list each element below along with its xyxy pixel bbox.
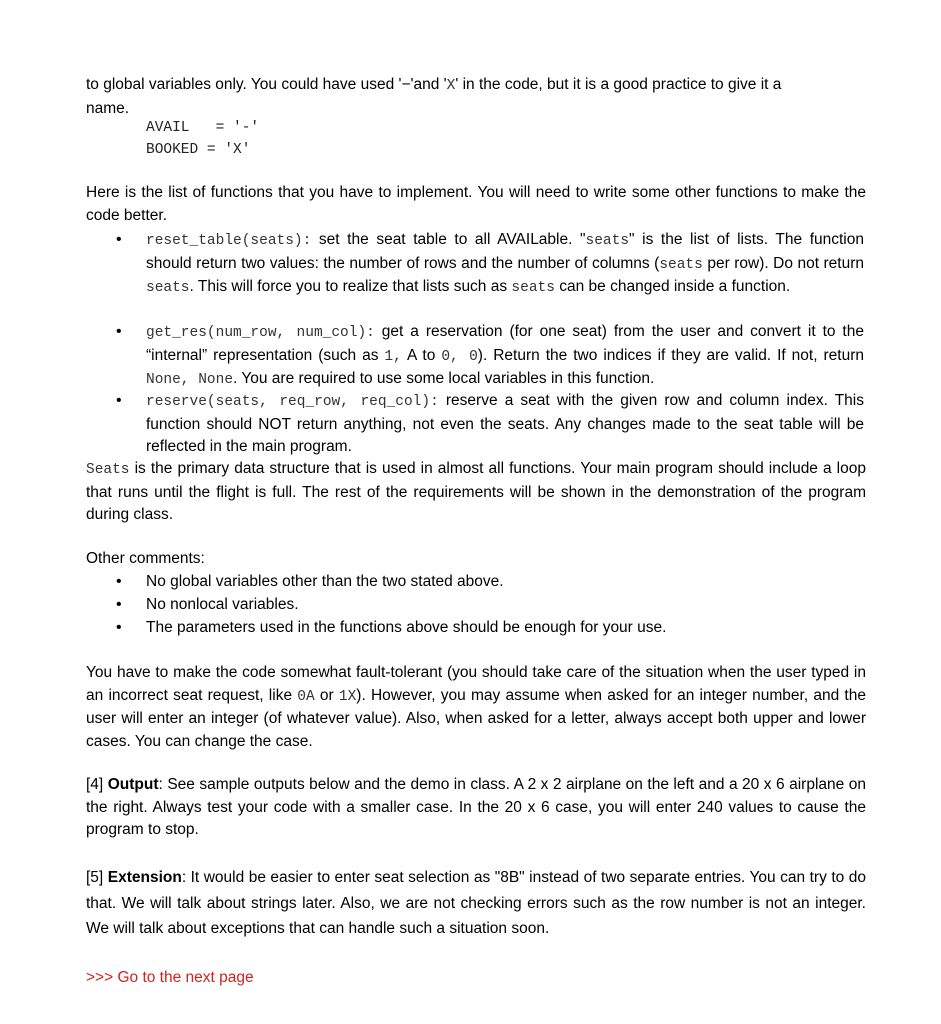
seats-paragraph <box>86 458 866 527</box>
reserve-signature: reserve(seats, req_row, req_col): <box>146 394 439 410</box>
function-reset-table <box>146 229 864 300</box>
bullet-icon: • <box>116 596 122 613</box>
reset-table-text: set the seat table to all AVAILable. " <box>311 231 586 248</box>
output-text: : See sample outputs below and the demo in class. A 2 x 2 airplane on the left and a 20 x 6 airplane on the right. Always test your code with a smaller case. In the 20 x 6 case, you will enter 240 values to cause the program to stop. <box>86 776 866 839</box>
intro-line2: name. <box>86 99 130 117</box>
next-page-link[interactable]: >>> Go to the next page <box>86 969 254 986</box>
intro-paragraph <box>86 74 866 120</box>
fault-text: or <box>314 686 339 704</box>
functions-intro: Here is the list of functions that you have to implement. You will need to write some other functions to make the code better. <box>86 184 866 224</box>
fault-text: ). However, you may assume when asked for an integer number, and the user will enter an integer (of whatever value). Also, when asked for a letter, always accept both upper and lower cases. You can change the case. <box>86 686 866 750</box>
example-code: 1X <box>338 688 357 705</box>
seats-code: seats <box>146 280 190 297</box>
fault-text: You have to make the code somewhat fault-tolerant (you should take care of the situation when the user typed in an incorrect seat request, like <box>86 664 866 704</box>
seats-code: seats <box>659 256 703 273</box>
reset-table-signature: reset_table(seats): <box>146 233 312 249</box>
bullet-icon: • <box>116 231 122 248</box>
reserve-text: reserve a seat with the given row and column index. This function should NOT return anything, not even the seats. Any changes made to the seat table will be reflected in the main program. <box>146 392 864 456</box>
bullet-icon: • <box>116 619 122 636</box>
extension-label: Extension <box>107 869 182 886</box>
bullet-icon: • <box>116 392 122 409</box>
seats-code: Seats <box>86 462 130 478</box>
extension-paragraph <box>86 865 866 942</box>
reset-table-text: . This will force you to realize that lists such as <box>189 278 512 296</box>
index-code: 1, <box>384 348 402 365</box>
output-paragraph <box>86 774 866 842</box>
booked-constant: BOOKED = 'X' <box>146 142 251 158</box>
example-code: 0A <box>297 688 315 705</box>
bullet-icon: • <box>116 323 122 340</box>
intro-text: to global variables only. You could have used '−'and ' <box>86 76 447 93</box>
bullet-icon: • <box>116 573 122 590</box>
function-reserve <box>146 390 864 459</box>
seats-paragraph-text: is the primary data structure that is used in almost all functions. Your main program should include a loop that runs until the flight is full. The rest of the requirements will be shown in the demonstration of the program during class. <box>86 460 866 524</box>
get-res-text: ). Return the two indices if they are valid. If not, return <box>477 346 864 364</box>
reset-table-text: can be changed inside a function. <box>554 278 791 296</box>
extension-text: : It would be easier to enter seat selection as "8B" instead of two separate entries. You can try to do that. We will talk about strings later. Also, we are not checking errors such as the row number is not an integer. We will talk about exceptions that can handle such a situation soon. <box>86 869 866 937</box>
extension-number: [5] <box>86 869 108 886</box>
reset-table-text: per row). Do not return <box>702 254 865 272</box>
seats-code: seats <box>511 280 555 297</box>
x-code: X <box>446 78 456 94</box>
none-code: None, None <box>146 372 234 389</box>
other-comment-item: The parameters used in the functions above should be enough for your use. <box>146 619 667 636</box>
output-label: Output <box>107 776 159 793</box>
other-comment-item: No global variables other than the two stated above. <box>146 573 504 590</box>
get-res-text: . You are required to use some local variables in this function. <box>233 370 655 388</box>
seats-code: seats <box>585 233 630 249</box>
intro-text-end: ' in the code, but it is a good practice to give it a <box>455 76 782 93</box>
get-res-text: get a reservation (for one seat) from the user and convert it to the “internal” representation (such as <box>146 323 864 364</box>
reset-table-text: " is the list of lists. The function should return two values: the number of rows and the number of columns ( <box>146 231 864 272</box>
get-res-text: A to <box>401 346 442 364</box>
output-number: [4] <box>86 776 108 793</box>
other-comments-heading: Other comments: <box>86 550 205 567</box>
other-comment-item: No nonlocal variables. <box>146 596 299 613</box>
get-res-signature: get_res(num_row, num_col): <box>146 325 375 341</box>
index-code: 0, 0 <box>441 348 478 365</box>
avail-constant: AVAIL = '-' <box>146 120 260 136</box>
fault-tolerance-paragraph <box>86 662 866 753</box>
function-get-res <box>146 321 864 392</box>
